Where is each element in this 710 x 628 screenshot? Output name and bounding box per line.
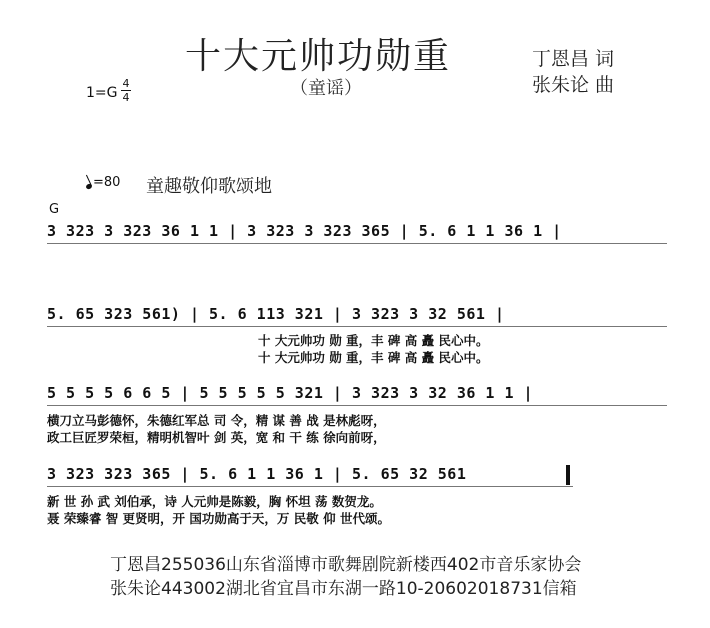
staff-rule <box>47 405 667 406</box>
composer-credit: 张朱论 曲 <box>532 74 615 96</box>
quarter-note-icon <box>85 183 93 190</box>
expression-marking: 童趣敬仰歌颂地 <box>146 176 272 197</box>
time-signature <box>121 78 131 103</box>
score-line-1: 3 323 3 323 36 1 1 | 3 323 3 323 365 | 5. 6 1 1 36 1 | <box>47 222 562 240</box>
lyric-line-4b: 聂 荣臻睿 智 更贤明，开 国功勋高于天，万 民敬 仰 世代颂。 <box>47 511 390 526</box>
lyric-line-2a: 十 大元帅功 勋 重，丰 碑 高 矗 民心中。 <box>258 333 489 348</box>
song-subtitle: （童谣） <box>290 78 362 99</box>
score-line-3: 5 5 5 5 6 6 5 | 5 5 5 5 5 321 | 3 323 3 32 36 1 1 | <box>47 384 534 402</box>
song-title: 十大元帅功勋重 <box>185 36 452 77</box>
staff-rule <box>47 326 667 327</box>
tempo-marking <box>86 175 120 190</box>
score-line-4: 3 323 323 365 | 5. 6 1 1 36 1 | 5. 65 32 561 <box>47 465 467 483</box>
score-line-2: 5. 65 323 561) | 5. 6 113 321 | 3 323 3 32 561 | <box>47 305 505 323</box>
footer-address-2: 张朱论443002湖北省宜昌市东湖一路10-20602018731信箱 <box>110 579 577 599</box>
key-letter: G <box>49 202 60 217</box>
lyric-line-4a: 新 世 孙 武 刘伯承，诗 人元帅是陈毅，胸 怀坦 荡 数贺龙。 <box>47 494 382 509</box>
staff-rule <box>47 243 667 244</box>
lyric-line-3a: 横刀立马彭德怀，朱德红军总 司 令，精 谋 善 战 是林彪呀， <box>47 413 386 428</box>
footer-address-1: 丁恩昌255036山东省淄博市歌舞剧院新楼西402市音乐家协会 <box>110 555 582 575</box>
time-signature-top: 4 <box>122 77 130 90</box>
staff-rule <box>47 486 573 487</box>
tempo-value: =80 <box>93 175 121 190</box>
final-barline <box>566 465 570 485</box>
lyric-line-3b: 政工巨匠罗荣桓，精明机智叶 剑 英，宽 和 干 练 徐向前呀， <box>47 430 386 445</box>
lyric-line-2b: 十 大元帅功 勋 重，丰 碑 高 矗 民心中。 <box>258 350 489 365</box>
time-signature-bottom: 4 <box>122 91 130 104</box>
key-signature: 1=G <box>86 85 118 101</box>
lyricist-credit: 丁恩昌 词 <box>532 48 615 70</box>
